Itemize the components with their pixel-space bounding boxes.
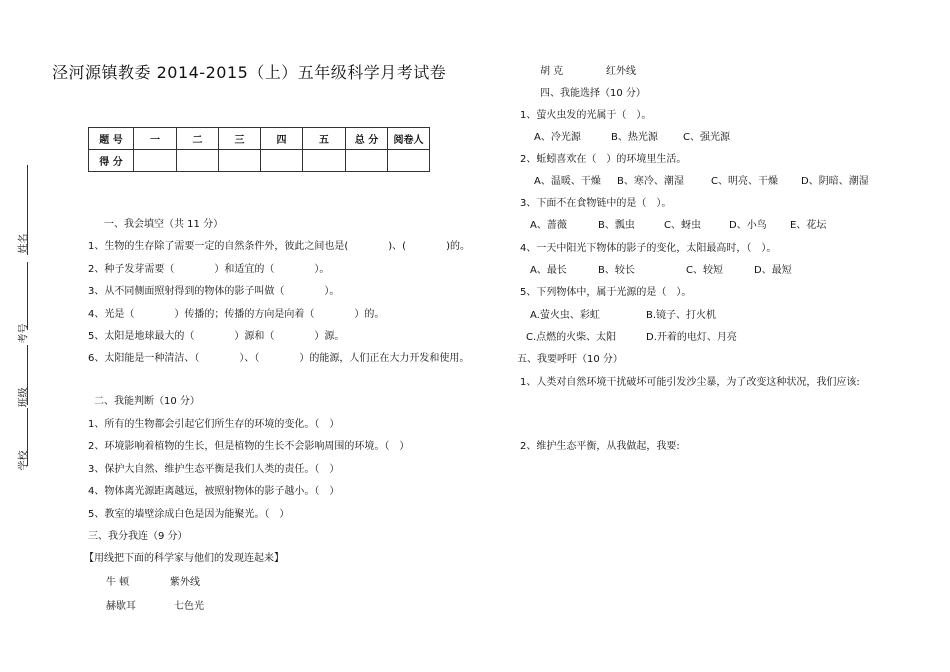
choice-question: 1、萤火虫发的光属于（ ）。	[520, 110, 652, 121]
score-cell[interactable]	[177, 150, 219, 172]
scientist-name: 赫歇耳	[106, 601, 136, 612]
section-3-heading: 三、我分我连（9 分）	[88, 531, 188, 542]
judge-question: 3、保护大自然、维护生态平衡是我们人类的责任。（ ）	[88, 464, 340, 475]
choice-option[interactable]: A.萤火虫、彩虹	[530, 310, 600, 321]
section-5-heading: 五、我要呼吁（10 分）	[517, 354, 623, 365]
score-table-header: 题 号	[89, 128, 134, 150]
judge-question: 5、教室的墙壁涂成白色是因为能聚光。（ ）	[88, 509, 290, 520]
judge-question: 2、环境影响着植物的生长，但是植物的生长不会影响周围的环境。（ ）	[88, 441, 410, 452]
score-row-label: 得 分	[89, 150, 134, 172]
discovery-name: 紫外线	[170, 577, 200, 588]
score-table-header: 四	[261, 128, 303, 150]
score-cell[interactable]	[134, 150, 177, 172]
choice-question: 3、下面不在食物链中的是（ ）。	[520, 198, 672, 209]
score-cell[interactable]	[388, 150, 430, 172]
choice-option[interactable]: C.点燃的火柴、太阳	[526, 332, 617, 343]
choice-question: 2、蚯蚓喜欢在（ ）的环境里生活。	[520, 154, 687, 165]
choice-option[interactable]: B、瓢虫	[598, 220, 635, 231]
judge-question: 1、所有的生物都会引起它们所生存的环境的变化。（ ）	[88, 419, 340, 430]
scientist-name: 牛 顿	[106, 577, 130, 588]
choice-option[interactable]: A、蔷薇	[530, 220, 567, 231]
exam-title: 泾河源镇教委 2014-2015（上）五年级科学月考试卷	[52, 63, 447, 82]
choice-question: 4、一天中阳光下物体的影子的变化，太阳最高时，（ ）。	[520, 243, 777, 254]
score-table-header: 二	[177, 128, 219, 150]
section-2-heading: 二、我能判断（10 分）	[94, 396, 200, 407]
exam-number-rule[interactable]	[27, 262, 28, 330]
choice-option[interactable]: C、明亮、干燥	[711, 176, 778, 187]
side-label-exam-number: 考号	[18, 323, 30, 344]
choice-option[interactable]: C、较短	[686, 265, 723, 276]
judge-question: 4、物体离光源距离越远，被照射物体的影子越小。（ ）	[88, 486, 340, 497]
section-3-instruction: 【用线把下面的科学家与他们的发现连起来】	[84, 553, 284, 564]
section-4-heading: 四、我能选择（10 分）	[540, 88, 646, 99]
score-cell[interactable]	[346, 150, 388, 172]
appeal-question: 1、人类对自然环境干扰破坏可能引发沙尘暴，为了改变这种状况，我们应该:	[520, 377, 860, 388]
choice-option[interactable]: B.镜子、打火机	[646, 310, 717, 321]
choice-option[interactable]: C、蚜虫	[664, 220, 701, 231]
choice-question: 5、下列物体中，属于光源的是（ ）。	[520, 287, 692, 298]
scientist-name: 胡 克	[540, 66, 564, 77]
score-table-score-row	[89, 150, 430, 172]
choice-option[interactable]: D、小鸟	[729, 220, 767, 231]
score-table-header: 五	[303, 128, 346, 150]
score-table-header: 一	[134, 128, 177, 150]
fill-question: 5、太阳是地球最大的（ ）源和（ ）源。	[88, 331, 345, 342]
fill-question: 1、生物的生存除了需要一定的自然条件外，彼此之间也是( )、( )的。	[88, 241, 470, 252]
choice-option[interactable]: B、较长	[598, 265, 635, 276]
fill-question: 4、光是（ ）传播的；传播的方向是向着（ ）的。	[88, 309, 385, 320]
side-label-school: 学校	[18, 450, 30, 471]
score-table-header: 阅卷人	[388, 128, 430, 150]
choice-option[interactable]: D.开着的电灯、月亮	[646, 332, 737, 343]
score-table-header: 三	[219, 128, 261, 150]
score-cell[interactable]	[303, 150, 346, 172]
score-cell[interactable]	[219, 150, 261, 172]
choice-option[interactable]: E、花坛	[790, 220, 827, 231]
section-1-heading: 一、我会填空（共 11 分）	[104, 219, 224, 230]
choice-option[interactable]: B、寒冷、潮湿	[617, 176, 684, 187]
score-table	[88, 127, 430, 172]
score-table-header: 总 分	[346, 128, 388, 150]
fill-question: 3、从不同侧面照射得到的物体的影子叫做（ ）。	[88, 286, 340, 297]
choice-option[interactable]: A、冷光源	[534, 132, 581, 143]
choice-option[interactable]: D、阴暗、潮湿	[801, 176, 869, 187]
side-label-name: 姓名	[18, 233, 30, 254]
choice-option[interactable]: A、最长	[530, 265, 567, 276]
choice-option[interactable]: B、热光源	[611, 132, 658, 143]
discovery-name: 红外线	[606, 66, 636, 77]
fill-question: 6、太阳能是一种清洁、（ ）、（ ）的能源，人们正在大力开发和使用。	[88, 353, 470, 364]
score-table-header-row	[89, 128, 430, 150]
fill-question: 2、种子发芽需要（ ）和适宜的（ ）。	[88, 264, 330, 275]
appeal-question: 2、维护生态平衡，从我做起，我要:	[520, 441, 680, 452]
side-label-class: 班级	[18, 387, 30, 408]
choice-option[interactable]: C、强光源	[683, 132, 730, 143]
discovery-name: 七色光	[174, 601, 204, 612]
choice-option[interactable]: A、温暖、干燥	[534, 176, 601, 187]
choice-option[interactable]: D、最短	[754, 265, 792, 276]
score-cell[interactable]	[261, 150, 303, 172]
